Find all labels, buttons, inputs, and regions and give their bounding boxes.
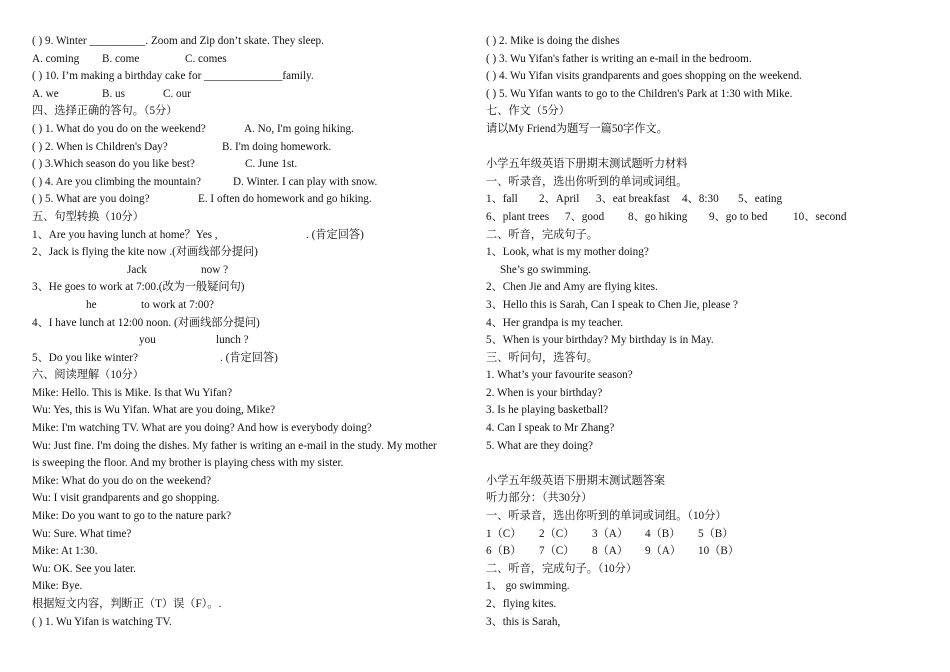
text-line	[32, 438, 477, 456]
text-segment: 4、8:30	[682, 193, 719, 206]
text-line	[32, 315, 477, 333]
text-segment: 1、 go swimming.	[486, 580, 570, 593]
blank-line	[486, 455, 926, 473]
text-line	[32, 473, 477, 491]
text-line	[486, 315, 926, 333]
text-segment: 2、Jack is flying the kite now .(对画线部分提问)	[32, 246, 258, 259]
right-column	[486, 33, 926, 631]
text-line	[486, 578, 926, 596]
text-segment: 3. Is he playing basketball?	[486, 404, 609, 417]
text-line	[486, 490, 926, 508]
text-line	[486, 614, 926, 632]
text-segment: A. No, I'm going hiking.	[244, 122, 354, 135]
text-line	[486, 543, 926, 561]
text-segment: 2（C）	[539, 527, 575, 540]
text-line	[486, 227, 926, 245]
text-segment: 2. When is your birthday?	[486, 386, 603, 399]
text-line	[486, 297, 926, 315]
text-line	[32, 121, 477, 139]
text-segment: Mike: Hello. This is Mike. Is that Wu Yifan?	[32, 386, 233, 399]
text-segment: 7、good	[565, 210, 605, 223]
text-segment: 8（A）	[592, 545, 629, 558]
text-segment: 4、I have lunch at 12:00 noon. (对画线部分提问)	[32, 316, 260, 329]
text-line	[486, 350, 926, 368]
text-segment: ( ) 4. Wu Yifan visits grandparents and goes shopping on the weekend.	[486, 70, 802, 83]
text-segment: 3（A）	[592, 527, 629, 540]
text-segment: ( ) 3. Wu Yifan's father is writing an e-mail in the bedroom.	[486, 52, 752, 65]
text-line	[486, 332, 926, 350]
text-segment: 3、this is Sarah,	[486, 615, 561, 628]
text-segment: 请以My Friend为题写一篇50字作文。	[486, 122, 668, 135]
text-segment: 三、听问句，选答句。	[486, 351, 598, 364]
text-segment: 6（B）	[486, 545, 522, 558]
text-line	[486, 367, 926, 385]
text-line	[32, 297, 477, 315]
text-line	[32, 543, 477, 561]
text-segment: 5、eating	[738, 193, 783, 206]
text-segment: 4（B）	[645, 527, 681, 540]
blank-line	[486, 139, 926, 157]
text-segment: 3、Hello this is Sarah, Can I speak to Chen Jie, please ?	[486, 298, 738, 311]
text-segment: lunch ?	[216, 334, 249, 347]
text-line	[486, 209, 926, 227]
text-segment: 2、April	[539, 193, 580, 206]
text-line	[486, 174, 926, 192]
text-line	[32, 279, 477, 297]
text-segment: Mike: Bye.	[32, 580, 83, 593]
text-segment: ( ) 1. Wu Yifan is watching TV.	[32, 615, 172, 628]
text-segment: you	[139, 334, 156, 347]
text-segment: 二、听音，完成句子。	[486, 228, 598, 241]
text-line	[486, 438, 926, 456]
text-line	[486, 86, 926, 104]
text-line	[486, 420, 926, 438]
text-segment: 一、听录音，选出你听到的单词或词组。	[486, 175, 688, 188]
text-line	[32, 561, 477, 579]
text-line	[32, 33, 477, 51]
text-segment: 五、句型转换（10分）	[32, 210, 144, 223]
text-line	[32, 526, 477, 544]
text-line	[32, 244, 477, 262]
text-segment: . (肯定回答)	[306, 228, 364, 241]
text-line	[486, 402, 926, 420]
text-line	[486, 473, 926, 491]
text-line	[486, 51, 926, 69]
text-line	[486, 191, 926, 209]
text-line	[486, 561, 926, 579]
text-segment: 1、Are you having lunch at home？Yes ,	[32, 228, 218, 241]
text-segment: ( ) 10. I’m making a birthday cake for ______________family.	[32, 70, 314, 83]
text-segment: 四、选择正确的答句。（5分）	[32, 105, 178, 118]
text-line	[32, 174, 477, 192]
text-line	[32, 508, 477, 526]
text-segment: 小学五年级英语下册期末测试题答案	[486, 474, 666, 487]
text-line	[486, 244, 926, 262]
text-segment: ( ) 4. Are you climbing the mountain?	[32, 175, 202, 188]
text-line	[32, 455, 477, 473]
text-line	[32, 385, 477, 403]
text-segment: E. I often do homework and go hiking.	[198, 193, 372, 206]
text-segment: A. we	[32, 87, 59, 100]
text-line	[32, 420, 477, 438]
text-line	[486, 262, 926, 280]
text-line	[486, 526, 926, 544]
text-segment: 6、plant trees	[486, 210, 550, 223]
text-segment: now ?	[201, 263, 229, 276]
text-line	[486, 33, 926, 51]
text-segment: Mike: I'm watching TV. What are you doing? And how is everybody doing?	[32, 422, 372, 435]
text-segment: Wu: Sure. What time?	[32, 527, 132, 540]
text-segment: 1、fall	[486, 193, 518, 206]
text-segment: 1（C）	[486, 527, 522, 540]
text-segment: 10、second	[793, 210, 847, 223]
text-segment: 3、eat breakfast	[596, 193, 670, 206]
text-line	[32, 596, 477, 614]
text-segment: 1、Look, what is my mother doing?	[486, 246, 649, 259]
text-line	[32, 332, 477, 350]
text-segment: 1. What’s your favourite season?	[486, 369, 633, 382]
text-line	[32, 103, 477, 121]
text-segment: is sweeping the floor. And my brother is playing chess with my sister.	[32, 457, 344, 470]
text-segment: 10（B）	[698, 545, 740, 558]
text-segment: ( ) 5. Wu Yifan wants to go to the Children's Park at 1:30 with Mike.	[486, 87, 793, 100]
text-line	[32, 209, 477, 227]
text-segment: 5、When is your birthday? My birthday is in May.	[486, 334, 714, 347]
text-segment: 七、作文（5分）	[486, 105, 570, 118]
text-line	[486, 121, 926, 139]
text-segment: ( ) 2. When is Children's Day?	[32, 140, 168, 153]
text-segment: Mike: What do you do on the weekend?	[32, 474, 212, 487]
text-segment: . (肯定回答)	[220, 351, 278, 364]
text-segment: 4、Her grandpa is my teacher.	[486, 316, 623, 329]
text-segment: 9、go to bed	[709, 210, 768, 223]
text-segment: 小学五年级英语下册期末测试题听力材料	[486, 158, 688, 171]
text-segment: 9（A）	[645, 545, 682, 558]
text-line	[32, 156, 477, 174]
text-line	[486, 103, 926, 121]
text-line	[32, 262, 477, 280]
text-line	[32, 490, 477, 508]
text-line	[486, 279, 926, 297]
text-line	[32, 191, 477, 209]
text-segment: A. coming	[32, 52, 80, 65]
text-line	[32, 86, 477, 104]
text-segment: ( ) 1. What do you do on the weekend?	[32, 122, 206, 135]
text-segment: 一、听录音，选出你听到的单词或词组。（10分）	[486, 510, 727, 523]
text-line	[32, 402, 477, 420]
text-segment: ( ) 2. Mike is doing the dishes	[486, 35, 620, 47]
text-segment: C. comes	[185, 52, 227, 65]
text-segment: 3、He goes to work at 7:00.(改为一般疑问句)	[32, 281, 245, 294]
text-line	[32, 68, 477, 86]
text-line	[32, 139, 477, 157]
text-segment: ( ) 9. Winter __________. Zoom and Zip don’t skate. They sleep.	[32, 35, 324, 47]
text-segment: B. I'm doing homework.	[222, 140, 332, 153]
text-segment: Mike: At 1:30.	[32, 545, 98, 558]
text-line	[486, 508, 926, 526]
text-segment: 2、Chen Jie and Amy are flying kites.	[486, 281, 658, 294]
text-segment: 二、听音，完成句子。（10分）	[486, 562, 638, 575]
text-segment: C. our	[163, 87, 191, 100]
text-segment: Wu: Just fine. I'm doing the dishes. My father is writing an e-mail in the study. My mother	[32, 439, 437, 452]
text-segment: ( ) 5. What are you doing?	[32, 193, 150, 206]
text-line	[32, 51, 477, 69]
text-segment: C. June 1st.	[245, 158, 298, 171]
left-column	[32, 33, 477, 631]
text-segment: Jack	[127, 263, 147, 276]
text-segment: to work at 7:00?	[141, 298, 215, 311]
text-line	[32, 227, 477, 245]
text-segment: 根据短文内容，判断正（T）误（F）。.	[32, 598, 222, 610]
text-segment: 5. What are they doing?	[486, 439, 593, 452]
text-segment: 8、go hiking	[628, 210, 688, 223]
text-segment: She’s go swimming.	[500, 263, 592, 276]
text-segment: Wu: Yes, this is Wu Yifan. What are you doing, Mike?	[32, 404, 276, 417]
text-segment: Wu: I visit grandparents and go shopping.	[32, 492, 220, 505]
text-segment: 5、Do you like winter?	[32, 351, 138, 364]
text-segment: 7（C）	[539, 545, 575, 558]
text-segment: D. Winter. I can play with snow.	[233, 175, 378, 188]
text-segment: he	[86, 298, 97, 311]
text-line	[32, 350, 477, 368]
text-segment: Wu: OK. See you later.	[32, 562, 136, 575]
text-line	[32, 614, 477, 632]
text-segment: 六、阅读理解（10分）	[32, 369, 144, 382]
text-segment: Mike: Do you want to go to the nature park?	[32, 510, 232, 523]
text-line	[32, 578, 477, 596]
text-segment: B. come	[102, 52, 140, 65]
text-segment: 听力部分：（共30分）	[486, 492, 593, 505]
text-segment: 2、flying kites.	[486, 598, 557, 610]
text-segment: B. us	[102, 87, 126, 100]
text-line	[486, 156, 926, 174]
text-line	[486, 596, 926, 614]
text-segment: 4. Can I speak to Mr Zhang?	[486, 422, 615, 435]
text-segment: ( ) 3.Which season do you like best?	[32, 158, 195, 171]
text-segment: 5（B）	[698, 527, 734, 540]
text-line	[486, 385, 926, 403]
text-line	[486, 68, 926, 86]
text-line	[32, 367, 477, 385]
